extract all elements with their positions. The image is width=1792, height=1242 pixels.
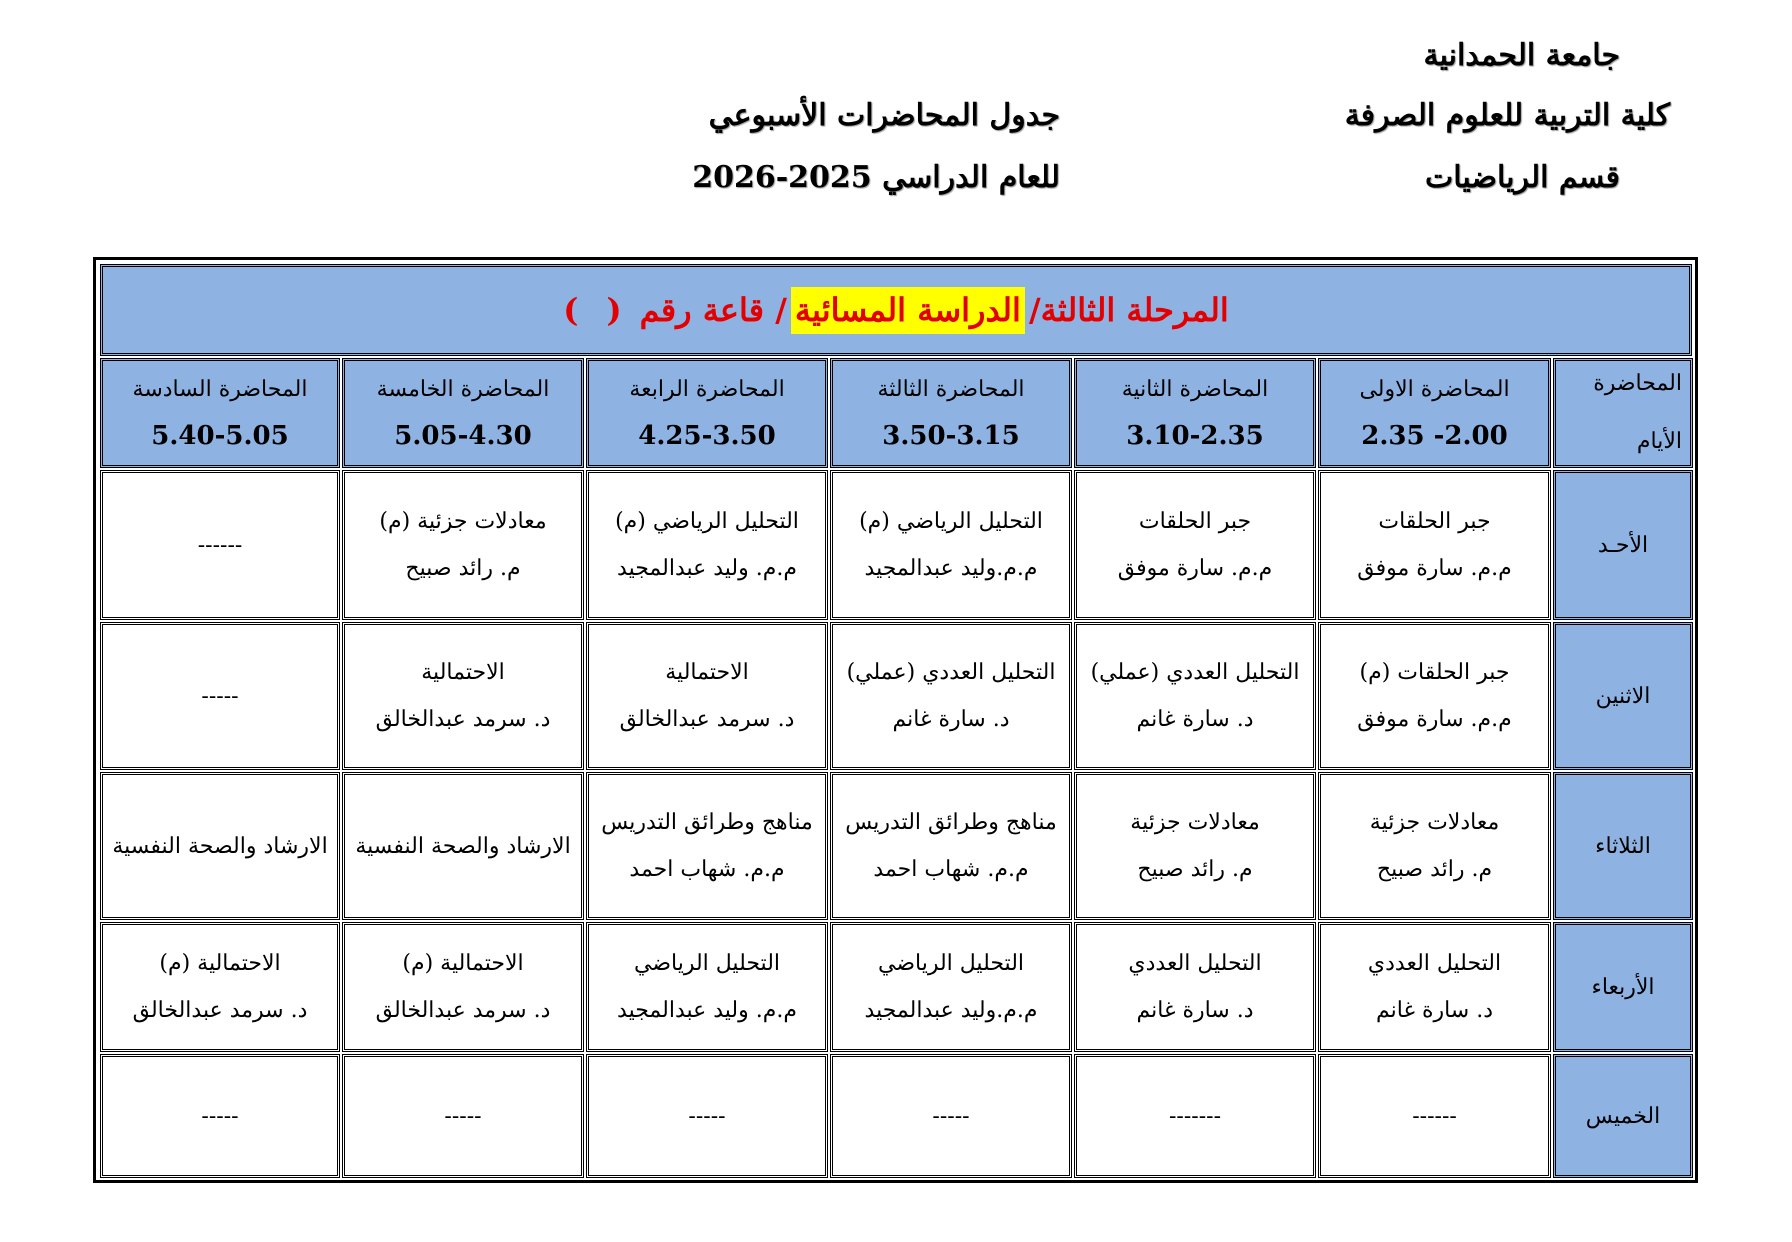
lecture-name: المحاضرة السادسة <box>132 377 308 402</box>
schedule-cell <box>100 922 340 1052</box>
lecture-header <box>1318 358 1551 468</box>
day-cell <box>1553 922 1693 1052</box>
subject-name: جبر الحلقات <box>1378 509 1491 534</box>
teacher-name: م.م.وليد عبدالمجيد <box>864 998 1038 1023</box>
schedule-cell <box>586 622 828 770</box>
day-cell <box>1553 1054 1693 1178</box>
subject-name: التحليل العددي <box>1367 951 1502 976</box>
subject-name: الارشاد والصحة النفسية <box>355 833 571 859</box>
department-name: قسم الرياضيات <box>1425 160 1620 195</box>
lecture-header <box>342 358 584 468</box>
banner-paren-open: ( <box>606 290 622 329</box>
lecture-time: 5.05-4.30 <box>394 421 532 451</box>
day-cell <box>1553 772 1693 920</box>
day-label: الثلاثاء <box>1595 833 1651 859</box>
lecture-name: المحاضرة الخامسة <box>376 377 550 402</box>
schedule-cell <box>586 1054 828 1178</box>
schedule-cell <box>1074 470 1316 620</box>
subject-name: ----- <box>932 1103 970 1129</box>
lecture-name: المحاضرة الرابعة <box>629 377 785 402</box>
schedule-cell <box>1318 1054 1551 1178</box>
banner-room-label: / قاعة رقم <box>639 290 787 329</box>
subject-name: ----- <box>201 1103 239 1129</box>
lecture-time: 3.10-2.35 <box>1126 421 1264 451</box>
subject-name: ----- <box>444 1103 482 1129</box>
subject-name: ------ <box>1412 1103 1457 1129</box>
teacher-name: م.م. وليد عبدالمجيد <box>617 998 797 1023</box>
lecture-time: 3.50-3.15 <box>882 421 1020 451</box>
schedule-cell <box>1318 470 1551 620</box>
teacher-name: م. رائد صبيح <box>405 556 521 581</box>
corner-lecture-label: المحاضرة <box>1593 371 1682 396</box>
lecture-name: المحاضرة الثالثة <box>877 377 1025 402</box>
teacher-name: م.م. وليد عبدالمجيد <box>617 556 797 581</box>
academic-year: للعام الدراسي 2025-2026 <box>692 160 1060 195</box>
teacher-name: م.م. شهاب احمد <box>629 857 785 882</box>
teacher-name: د. سرمد عبدالخالق <box>375 707 551 732</box>
lecture-header <box>1074 358 1316 468</box>
schedule-cell <box>586 772 828 920</box>
subject-name: جبر الحلقات (م) <box>1359 660 1510 685</box>
subject-name: معادلات جزئية <box>1130 810 1260 835</box>
schedule-cell <box>830 772 1072 920</box>
teacher-name: د. سرمد عبدالخالق <box>132 998 308 1023</box>
stage-banner <box>100 264 1692 356</box>
teacher-name: م. رائد صبيح <box>1137 857 1253 882</box>
teacher-name: د. سارة غانم <box>1136 707 1254 732</box>
corner-header <box>1553 358 1693 468</box>
banner-evening-highlight: الدراسة المسائية <box>791 287 1025 334</box>
schedule-cell <box>342 922 584 1052</box>
subject-name: الاحتمالية (م) <box>159 951 281 976</box>
subject-name: الارشاد والصحة النفسية <box>112 833 328 859</box>
lecture-header <box>100 358 340 468</box>
day-label: الأربعاء <box>1591 974 1655 1000</box>
teacher-name: م.م. سارة موفق <box>1117 556 1273 581</box>
schedule-cell <box>1074 922 1316 1052</box>
subject-name: ----- <box>201 683 239 709</box>
lecture-name: المحاضرة الثانية <box>1121 377 1269 402</box>
schedule-cell <box>342 622 584 770</box>
subject-name: التحليل الرياضي (م) <box>859 509 1043 534</box>
subject-name: التحليل العددي (عملي) <box>1090 660 1300 685</box>
banner-stage-label: المرحلة الثالثة/ <box>1028 290 1229 329</box>
subject-name: ----- <box>688 1103 726 1129</box>
schedule-cell <box>830 622 1072 770</box>
subject-name: مناهج وطرائق التدريس <box>845 810 1057 835</box>
teacher-name: م.م. سارة موفق <box>1357 556 1512 581</box>
day-label: الاثنين <box>1595 683 1651 709</box>
subject-name: الاحتمالية <box>421 660 505 685</box>
lecture-header <box>830 358 1072 468</box>
schedule-cell <box>586 922 828 1052</box>
teacher-name: د. سرمد عبدالخالق <box>375 998 551 1023</box>
university-name: جامعة الحمدانية <box>1423 38 1620 73</box>
day-label: الأحـد <box>1597 532 1649 558</box>
subject-name: التحليل الرياضي <box>877 951 1025 976</box>
schedule-cell <box>1074 1054 1316 1178</box>
college-name: كلية التربية للعلوم الصرفة <box>1344 98 1670 133</box>
banner-paren-close: ) <box>563 290 579 329</box>
teacher-name: م.م.وليد عبدالمجيد <box>864 556 1038 581</box>
schedule-cell <box>100 470 340 620</box>
schedule-cell <box>586 470 828 620</box>
schedule-cell <box>830 1054 1072 1178</box>
teacher-name: د. سارة غانم <box>892 707 1010 732</box>
subject-name: ------- <box>1168 1103 1222 1129</box>
subject-name: معادلات جزئية (م) <box>379 509 547 534</box>
day-label: الخميس <box>1585 1103 1661 1129</box>
schedule-cell <box>1318 622 1551 770</box>
subject-name: الاحتمالية <box>665 660 749 685</box>
corner-days-label: الأيام <box>1636 429 1682 454</box>
lecture-time: 5.40-5.05 <box>151 421 289 451</box>
schedule-cell <box>342 470 584 620</box>
subject-name: التحليل الرياضي (م) <box>615 509 799 534</box>
subject-name: التحليل الرياضي <box>633 951 781 976</box>
schedule-cell <box>342 772 584 920</box>
day-cell <box>1553 622 1693 770</box>
teacher-name: م. رائد صبيح <box>1376 857 1493 882</box>
day-cell <box>1553 470 1693 620</box>
schedule-cell <box>342 1054 584 1178</box>
schedule-cell <box>1074 772 1316 920</box>
teacher-name: د. سارة غانم <box>1136 998 1254 1023</box>
schedule-cell <box>1318 922 1551 1052</box>
lecture-name: المحاضرة الاولى <box>1359 377 1510 402</box>
lecture-time: 4.25-3.50 <box>638 421 776 451</box>
schedule-cell <box>100 622 340 770</box>
schedule-cell <box>100 772 340 920</box>
lecture-header <box>586 358 828 468</box>
schedule-cell <box>830 922 1072 1052</box>
teacher-name: م.م. شهاب احمد <box>873 857 1029 882</box>
subject-name: مناهج وطرائق التدريس <box>601 810 813 835</box>
schedule-title: جدول المحاضرات الأسبوعي <box>708 98 1060 133</box>
schedule-cell <box>100 1054 340 1178</box>
subject-name: التحليل العددي <box>1128 951 1262 976</box>
teacher-name: د. سرمد عبدالخالق <box>619 707 795 732</box>
teacher-name: د. سارة غانم <box>1375 998 1494 1023</box>
subject-name: معادلات جزئية <box>1369 810 1500 835</box>
schedule-cell <box>1074 622 1316 770</box>
schedule-cell <box>1318 772 1551 920</box>
schedule-cell <box>830 470 1072 620</box>
lecture-time: 2.35 -2.00 <box>1361 421 1508 451</box>
teacher-name: م.م. سارة موفق <box>1357 707 1512 732</box>
subject-name: الاحتمالية (م) <box>402 951 524 976</box>
subject-name: جبر الحلقات <box>1138 509 1252 534</box>
subject-name: التحليل العددي (عملي) <box>846 660 1056 685</box>
subject-name: ------ <box>197 532 243 558</box>
